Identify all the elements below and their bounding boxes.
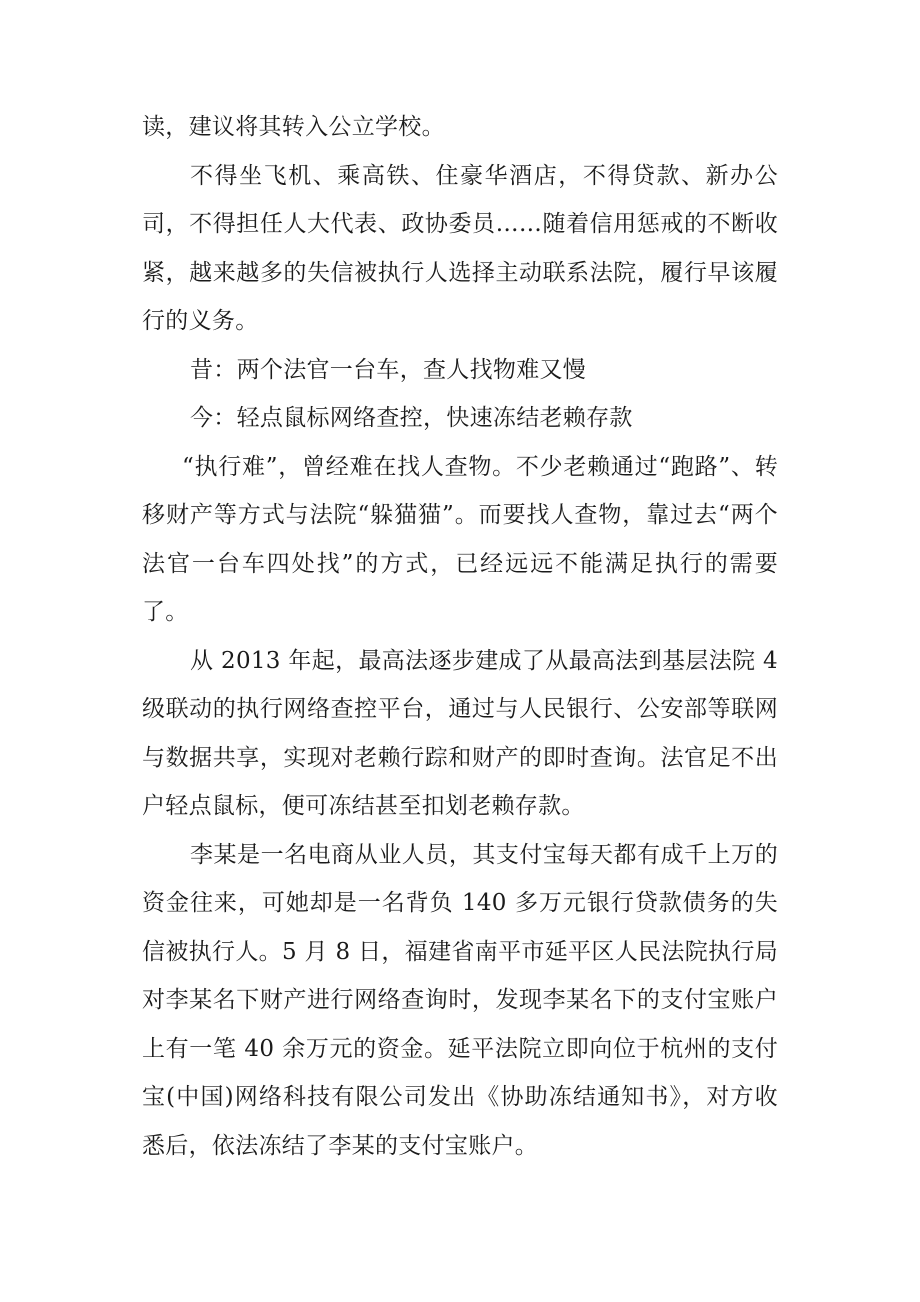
paragraph-enforcement-difficulty: “执行难”，曾经难在找人查物。不少老赖通过“跑路”、转移财产等方式与法院“躲猫猫”。而要找人查物，靠过去“两个法官一台车四处找”的方式，已经远远不能满足执行的需要了。 (142, 453, 778, 625)
document-body (142, 103, 778, 1170)
paragraph-network-platform: 从 2013 年起，最高法逐步建成了从最高法到基层法院 4 级联动的执行网络查控平台，通过与人民银行、公安部等联网与数据共享，实现对老赖行踪和财产的即时查询。法官足不出户轻点鼠标，便可冻结甚至扣划老赖存款。 (142, 647, 778, 819)
subheading-past: 昔：两个法官一台车，查人找物难又慢 (190, 356, 587, 383)
subheading-present: 今：轻点鼠标网络查控，快速冻结老赖存款 (190, 405, 633, 431)
paragraph-case-li: 李某是一名电商从业人员，其支付宝每天都有成千上万的资金往来，可她却是一名背负 140 多万元银行贷款债务的失信被执行人。5 月 8 日，福建省南平市延平区人民法院执行局对李某名下财产进行网络查询时，发现李某名下的支付宝账户上有一笔 40 余万元的资金。延平法院立即向位于杭州的支付宝(中国)网络科技有限公司发出《协助冻结通知书》，对方收悉后，依法冻结了李某的支付宝账户。 (142, 841, 778, 1159)
paragraph-credit-punishment: 不得坐飞机、乘高铁、住豪华酒店，不得贷款、新办公司，不得担任人大代表、政协委员……随着信用惩戒的不断收紧，越来越多的失信被执行人选择主动联系法院，履行早该履行的义务。 (142, 162, 778, 334)
paragraph-continuation: 读，建议将其转入公立学校。 (142, 114, 445, 140)
